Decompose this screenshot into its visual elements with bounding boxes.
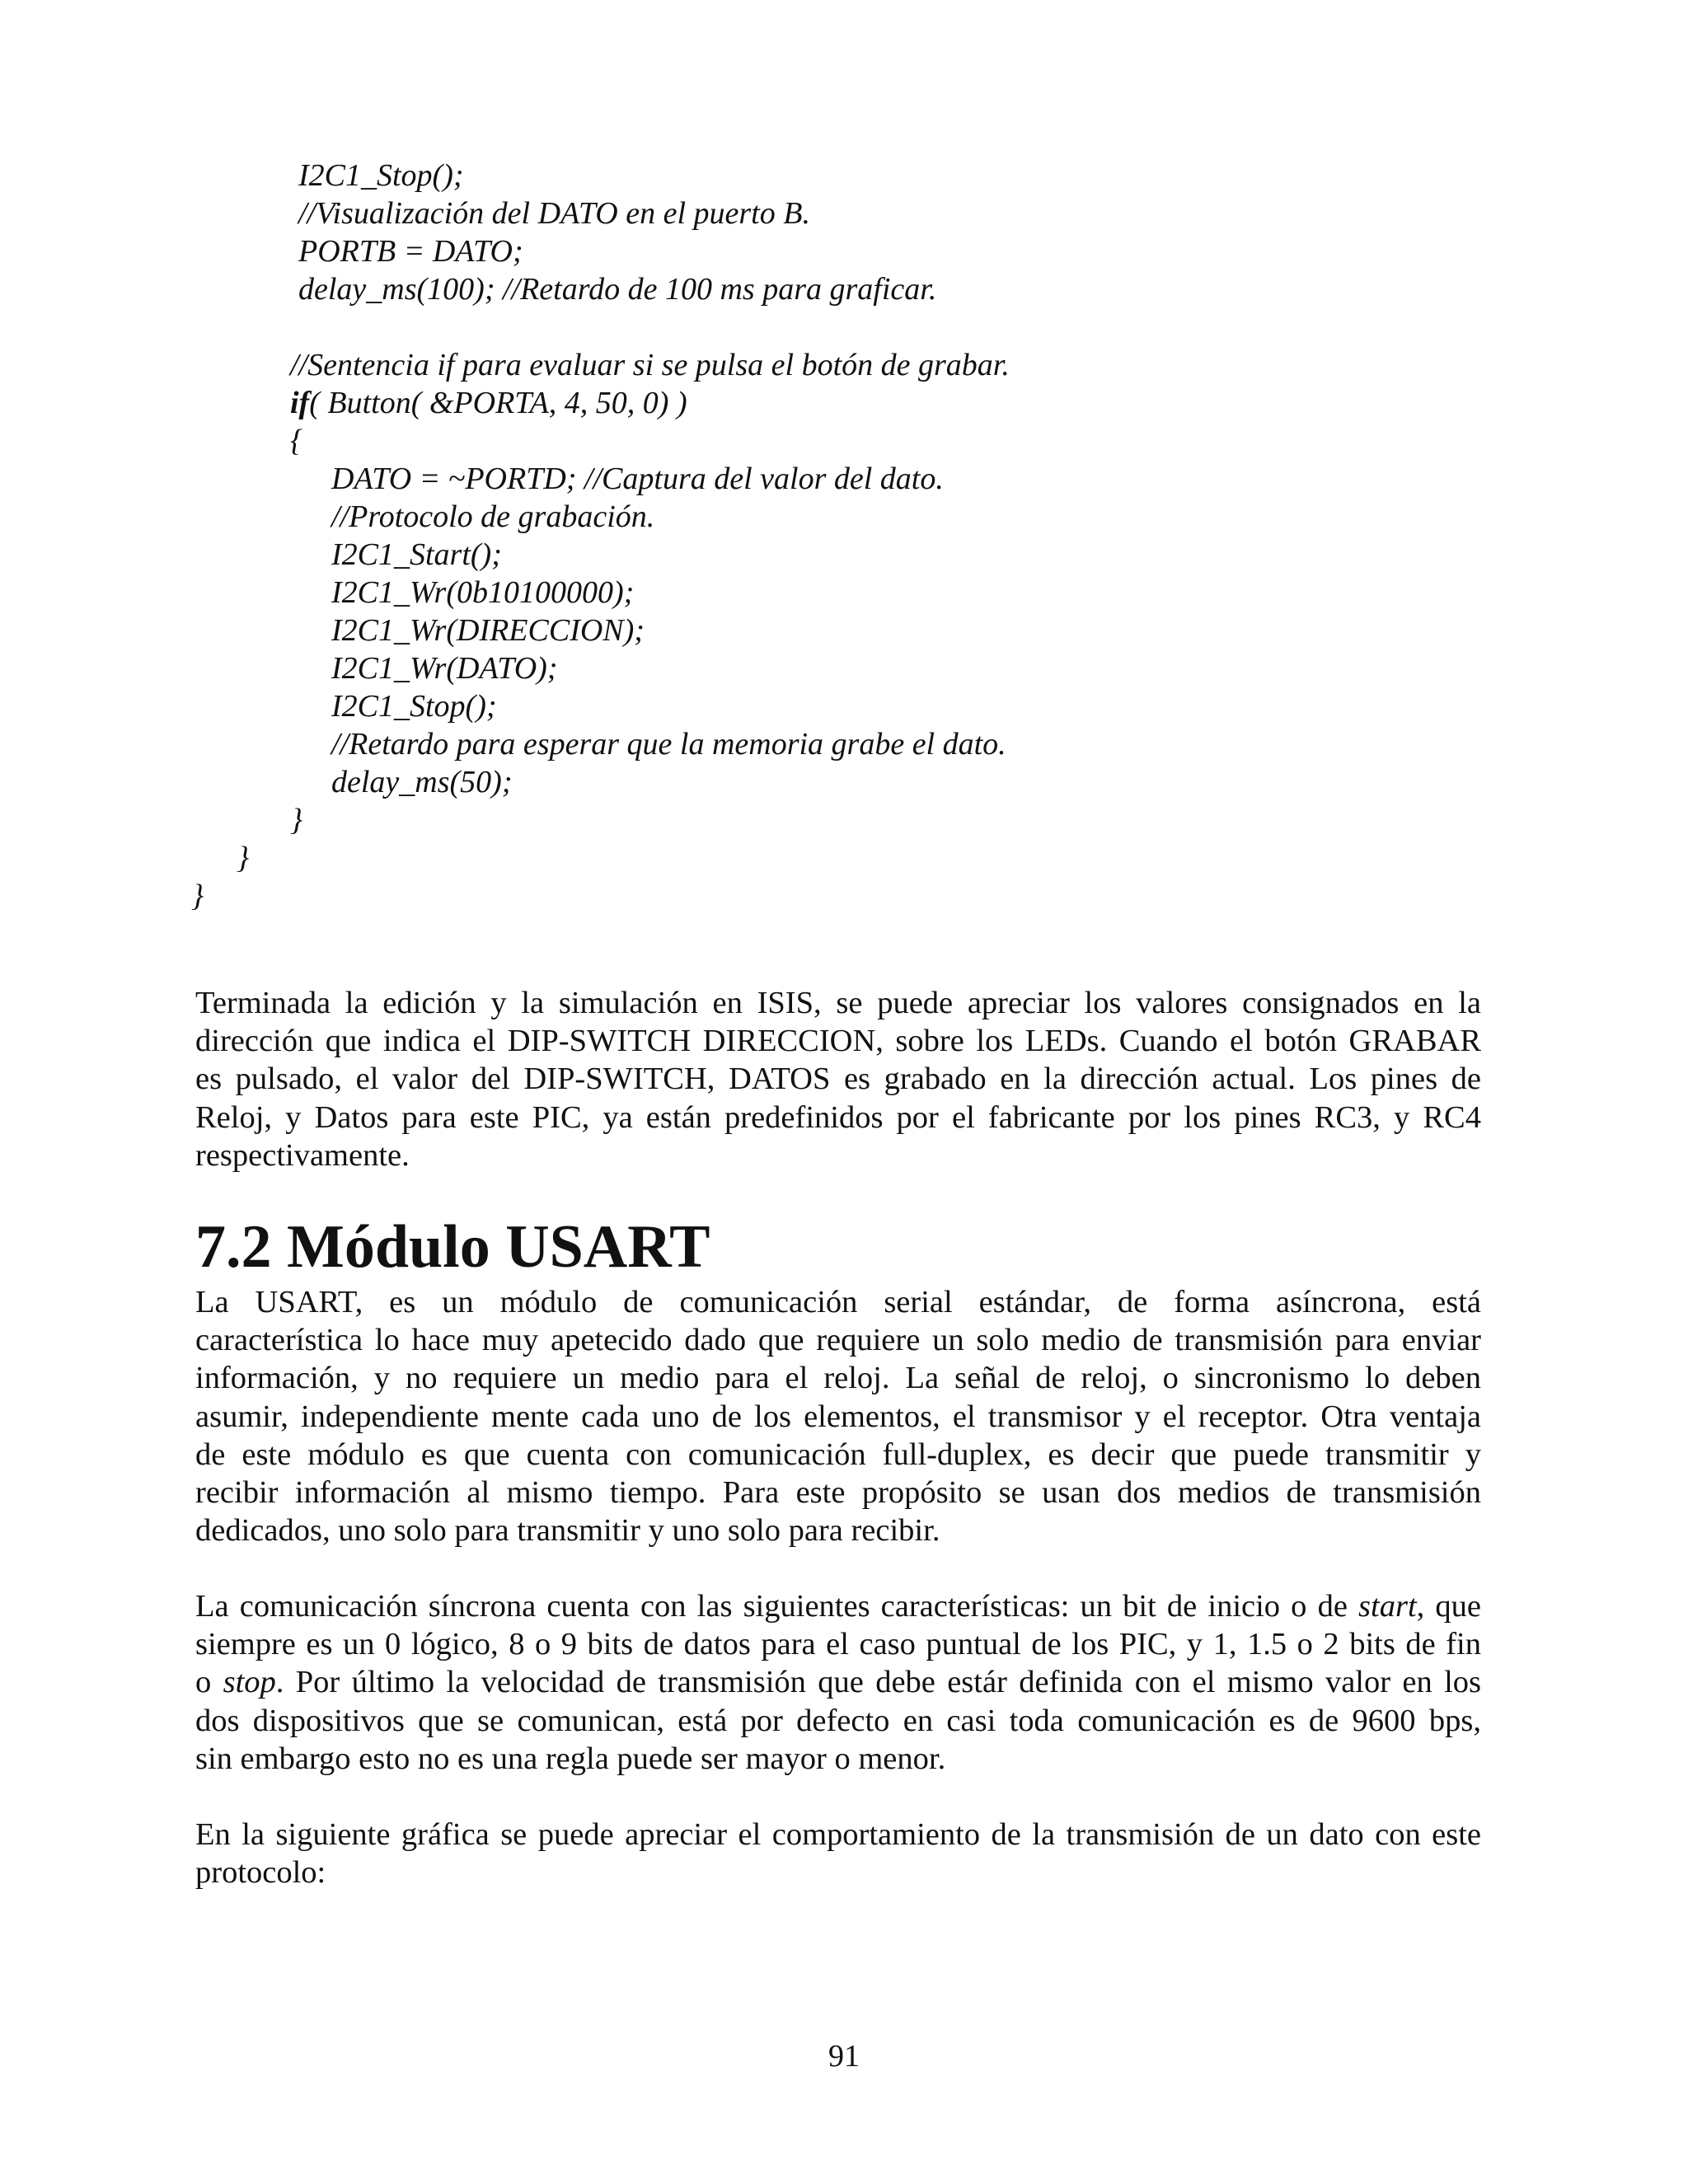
code-line: I2C1_Stop(); <box>298 158 464 193</box>
text-line: Reloj, y Datos para este PIC, ya están predefinidos por el fabricante por los pines RC3, y RC4 <box>195 1099 1481 1135</box>
text-line: siempre es un 0 lógico, 8 o 9 bits de datos para el caso puntual de los PIC, y 1, 1.5 o 2 bits de fin <box>195 1627 1481 1662</box>
code-comment: //Visualización del DATO en el puerto B. <box>298 196 810 231</box>
code-brace-open: { <box>290 424 303 458</box>
text-line <box>195 1587 1481 1625</box>
text-line: La USART, es un módulo de comunicación serial estándar, de forma asíncrona, está <box>195 1285 1481 1319</box>
code-comment: //Protocolo de grabación. <box>331 499 655 534</box>
page-number: 91 <box>828 2039 860 2074</box>
italic-term-start: start <box>1358 1589 1417 1624</box>
text-line: característica lo hace muy apetecido dado que requiere un solo medio de transmisión para enviar <box>195 1323 1481 1358</box>
text-run: La comunicación síncrona cuenta con las siguientes características: un bit de inicio o de <box>195 1589 1359 1624</box>
text-line: información, y no requiere un medio para el reloj. La señal de reloj, o sincronismo lo deben <box>195 1361 1481 1396</box>
text-run: , que <box>1416 1589 1481 1624</box>
text-line: dedicados, uno solo para transmitir y uno solo para recibir. <box>195 1513 940 1549</box>
paragraph-simulation-result <box>195 984 1481 1174</box>
italic-term-stop: stop <box>223 1665 276 1700</box>
code-line: I2C1_Start(); <box>331 537 502 572</box>
text-run: o <box>195 1665 223 1700</box>
text-line: respectivamente. <box>195 1137 410 1173</box>
text-line <box>195 1663 1481 1701</box>
text-run: . Por último la velocidad de transmisión que debe estár definida con el mismo valor en los <box>275 1665 1481 1700</box>
text-line: es pulsado, el valor del DIP-SWITCH, DATOS es grabado en la dirección actual. Los pines de <box>195 1062 1481 1097</box>
paragraph-usart-description <box>195 1283 1481 1549</box>
code-line: I2C1_Wr(0b10100000); <box>331 575 635 610</box>
code-brace-close: } <box>191 879 204 913</box>
code-if-statement <box>290 384 687 422</box>
code-comment: //Retardo para esperar que la memoria grabe el dato. <box>331 727 1006 762</box>
code-line: I2C1_Stop(); <box>331 689 497 724</box>
code-line: delay_ms(50); <box>331 765 513 799</box>
text-line: dos dispositivos que se comunican, está por defecto en casi toda comunicación es de 9600 bps, <box>195 1703 1481 1738</box>
paragraph-frame-format <box>195 1587 1481 1778</box>
code-line: delay_ms(100); //Retardo de 100 ms para graficar. <box>298 272 937 307</box>
text-line: En la siguiente gráfica se puede apreciar el comportamiento de la transmisión de un dato con este <box>195 1817 1481 1852</box>
code-brace-close: } <box>290 803 303 837</box>
text-line: asumir, independiente mente cada uno de los elementos, el transmisor y el receptor. Otra ventaja <box>195 1399 1481 1434</box>
code-comment: //Sentencia if para evaluar si se pulsa el botón de grabar. <box>290 348 1010 382</box>
text-line: dirección que indica el DIP-SWITCH DIRECCION, sobre los LEDs. Cuando el botón GRABAR <box>195 1024 1481 1059</box>
paragraph-graph-intro <box>195 1816 1481 1891</box>
code-line: PORTB = DATO; <box>298 234 523 269</box>
code-brace-close: } <box>237 841 250 875</box>
text-line: Terminada la edición y la simulación en ISIS, se puede apreciar los valores consignados en la <box>195 986 1481 1020</box>
code-line: I2C1_Wr(DIRECCION); <box>331 613 645 648</box>
code-line: DATO = ~PORTD; //Captura del valor del dato. <box>331 462 944 496</box>
text-line: sin embargo esto no es una regla puede ser mayor o menor. <box>195 1741 946 1776</box>
text-line: recibir información al mismo tiempo. Para este propósito se usan dos medios de transmisión <box>195 1475 1481 1511</box>
text-line: protocolo: <box>195 1855 326 1891</box>
section-heading: 7.2 Módulo USART <box>195 1213 710 1281</box>
code-keyword-if: if <box>290 386 310 420</box>
text-line: de este módulo es que cuenta con comunicación full-duplex, es decir que puede transmitir y <box>195 1436 1481 1472</box>
code-condition: ( Button( &PORTA, 4, 50, 0) ) <box>309 386 687 420</box>
code-line: I2C1_Wr(DATO); <box>331 651 558 686</box>
